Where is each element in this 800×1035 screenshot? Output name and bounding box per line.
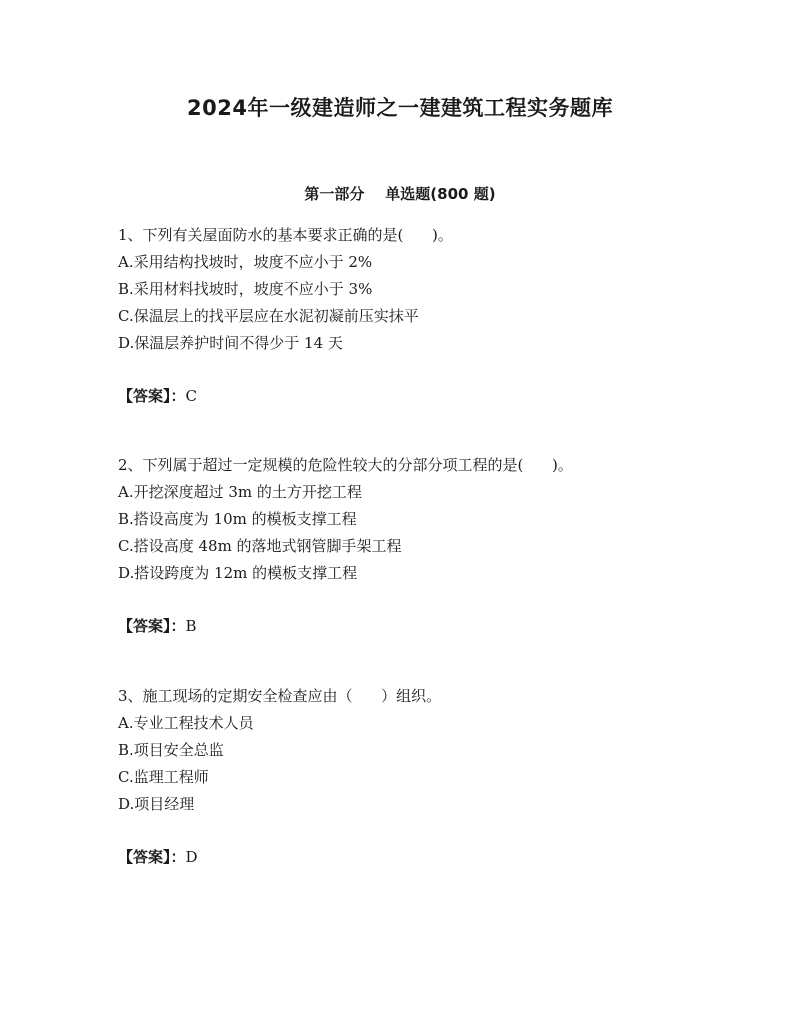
question-stem: 3、施工现场的定期安全检查应由（ ）组织。 xyxy=(118,687,442,705)
option-b: B.搭设高度为 10m 的模板支撑工程 xyxy=(118,510,357,528)
option-b: B.采用材料找坡时，坡度不应小于 3% xyxy=(118,280,373,298)
question-3 xyxy=(118,683,758,871)
option-c: C.监理工程师 xyxy=(118,768,209,786)
answer-line xyxy=(118,613,758,640)
answer-label: 【答案】： xyxy=(118,387,186,405)
answer-line xyxy=(118,844,758,871)
section-title: 第一部分 单选题(800 题) xyxy=(304,185,496,203)
option-c: C.保温层上的找平层应在水泥初凝前压实抹平 xyxy=(118,307,419,325)
option-c: C.搭设高度 48m 的落地式钢管脚手架工程 xyxy=(118,537,402,555)
answer-value: B xyxy=(185,617,197,635)
question-2 xyxy=(118,452,758,640)
option-d: D.搭设跨度为 12m 的模板支撑工程 xyxy=(118,564,358,582)
question-stem: 1、下列有关屋面防水的基本要求正确的是( )。 xyxy=(118,226,453,244)
answer-value: C xyxy=(185,387,197,405)
option-b: B.项目安全总监 xyxy=(118,741,224,759)
answer-label: 【答案】： xyxy=(118,848,186,866)
option-a: A.采用结构找坡时，坡度不应小于 2% xyxy=(118,253,373,271)
answer-line xyxy=(118,383,758,410)
question-stem: 2、下列属于超过一定规模的危险性较大的分部分项工程的是( )。 xyxy=(118,456,573,474)
answer-label: 【答案】： xyxy=(118,617,186,635)
answer-value: D xyxy=(185,848,198,866)
document-title: 2024年一级建造师之一建建筑工程实务题库 xyxy=(187,96,613,120)
option-d: D.项目经理 xyxy=(118,795,195,813)
question-1 xyxy=(118,222,758,410)
option-a: A.开挖深度超过 3m 的土方开挖工程 xyxy=(118,483,362,501)
option-a: A.专业工程技术人员 xyxy=(118,714,254,732)
option-d: D.保温层养护时间不得少于 14 天 xyxy=(118,334,343,352)
